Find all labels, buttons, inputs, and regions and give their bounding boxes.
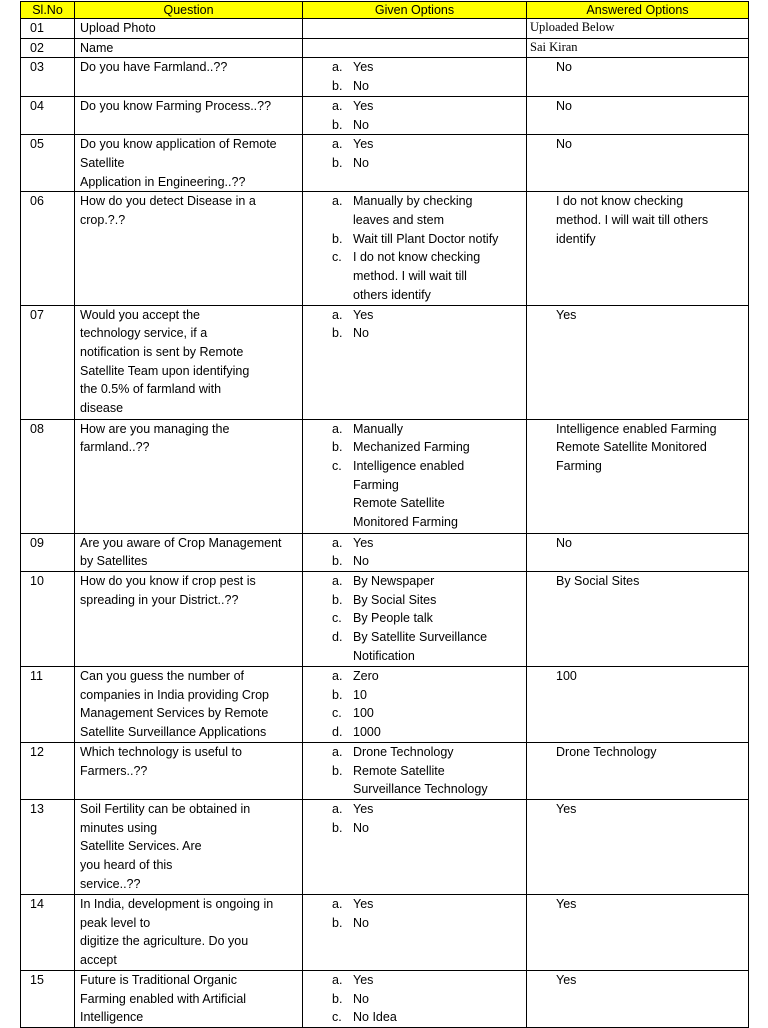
question-line: Intelligence: [80, 1010, 144, 1025]
question-line: Satellite: [80, 155, 125, 170]
question-line: How do you detect Disease in a: [80, 194, 256, 209]
option-marker: c.: [332, 1010, 342, 1025]
option-item: [332, 762, 526, 799]
option-text: Yes: [353, 802, 374, 817]
header-question: Question: [75, 2, 303, 19]
option-text: Yes: [353, 98, 374, 113]
option-item: [332, 1008, 526, 1027]
option-item: [332, 572, 526, 591]
given-options-cell: [303, 666, 527, 742]
given-options-cell: [303, 38, 527, 58]
option-text: Farming: [353, 477, 399, 492]
given-options-cell: [303, 96, 527, 134]
serial-number: 04: [21, 96, 75, 134]
option-list: [303, 572, 526, 666]
option-marker: a.: [332, 668, 343, 683]
option-marker: a.: [332, 98, 343, 113]
option-item: [332, 534, 526, 553]
question-line: Management Services by Remote: [80, 706, 269, 721]
table-row: [21, 58, 749, 96]
question-cell: [75, 19, 303, 39]
answered-option-cell: [527, 38, 749, 58]
option-marker: a.: [332, 535, 343, 550]
option-list: [303, 800, 526, 837]
given-options-cell: [303, 533, 527, 571]
option-text: Monitored Farming: [353, 515, 458, 530]
option-text: Yes: [353, 897, 374, 912]
option-marker: b.: [332, 326, 343, 341]
answered-option-cell: [527, 96, 749, 134]
option-marker: a.: [332, 744, 343, 759]
answered-option-cell: [527, 895, 749, 971]
serial-number: 11: [21, 666, 75, 742]
table-row: [21, 19, 749, 39]
question-cell: [75, 192, 303, 305]
option-list: [303, 971, 526, 1027]
header-row: [21, 2, 749, 19]
question-line: Can you guess the number of: [80, 668, 244, 683]
answered-option-cell: [527, 305, 749, 419]
question-line: disease: [80, 401, 124, 416]
option-item: [332, 743, 526, 762]
option-marker: b.: [332, 440, 343, 455]
question-line: digitize the agriculture. Do you: [80, 934, 249, 949]
header-slno: Sl.No: [21, 2, 75, 19]
serial-number: 13: [21, 800, 75, 895]
option-marker: c.: [332, 458, 342, 473]
question-line: How do you know if crop pest is: [80, 573, 256, 588]
option-text: No: [353, 915, 369, 930]
answer-line: No: [556, 535, 572, 550]
answer-line: Remote Satellite Monitored: [556, 440, 707, 455]
option-list: [303, 534, 526, 571]
answer-line: Yes: [556, 973, 577, 988]
option-marker: b.: [332, 79, 343, 94]
option-list: [303, 135, 526, 172]
answer-line: 100: [556, 668, 577, 683]
option-item: [332, 971, 526, 990]
option-marker: b.: [332, 915, 343, 930]
option-marker: c.: [332, 706, 342, 721]
answered-option-cell: [527, 571, 749, 666]
option-item: [332, 552, 526, 571]
question-line: technology service, if a: [80, 326, 208, 341]
option-text: No: [353, 79, 369, 94]
option-text: Yes: [353, 307, 374, 322]
serial-number: 12: [21, 742, 75, 799]
given-options-cell: [303, 800, 527, 895]
option-item: [332, 819, 526, 838]
option-marker: a.: [332, 573, 343, 588]
question-line: Do you have Farmland..??: [80, 60, 228, 75]
option-text: No: [353, 155, 369, 170]
option-text: No: [353, 820, 369, 835]
answer-line: method. I will wait till others: [556, 213, 709, 228]
option-marker: a.: [332, 973, 343, 988]
question-line: How are you managing the: [80, 421, 230, 436]
survey-table: [20, 1, 749, 1028]
option-text: No: [353, 554, 369, 569]
option-text: Mechanized Farming: [353, 440, 470, 455]
table-row: [21, 38, 749, 58]
option-marker: b.: [332, 554, 343, 569]
question-line: Do you know application of Remote: [80, 137, 277, 152]
question-line: Application in Engineering..??: [80, 174, 246, 189]
table-row: [21, 571, 749, 666]
serial-number: 08: [21, 419, 75, 533]
option-item: [332, 704, 526, 723]
option-list: [303, 192, 526, 304]
answer-line: No: [556, 137, 572, 152]
option-marker: d.: [332, 725, 343, 740]
answered-option-cell: [527, 58, 749, 96]
option-item: [332, 591, 526, 610]
option-item: [332, 154, 526, 173]
question-cell: [75, 571, 303, 666]
serial-number: 14: [21, 895, 75, 971]
option-text: No Idea: [353, 1010, 397, 1025]
question-line: service..??: [80, 876, 141, 891]
option-item: [332, 230, 526, 249]
option-text: No: [353, 326, 369, 341]
option-item: [332, 457, 526, 532]
header-answered-options: Answered Options: [527, 2, 749, 19]
given-options-cell: [303, 971, 527, 1028]
option-list: [303, 97, 526, 134]
option-item: [332, 192, 526, 229]
option-text: Notification: [353, 648, 415, 663]
given-options-cell: [303, 305, 527, 419]
serial-number: 15: [21, 971, 75, 1028]
table-row: [21, 895, 749, 971]
option-marker: a.: [332, 421, 343, 436]
question-line: Upload Photo: [80, 21, 156, 35]
option-text: Yes: [353, 535, 374, 550]
question-line: the 0.5% of farmland with: [80, 382, 222, 397]
option-marker: b.: [332, 117, 343, 132]
option-marker: a.: [332, 897, 343, 912]
table-row: [21, 192, 749, 305]
option-text: No: [353, 117, 369, 132]
option-text: Yes: [353, 973, 374, 988]
option-text: 1000: [353, 725, 381, 740]
answer-line: identify: [556, 231, 596, 246]
answer-line: By Social Sites: [556, 573, 640, 588]
given-options-cell: [303, 19, 527, 39]
option-text: Remote Satellite: [353, 496, 445, 511]
serial-number: 10: [21, 571, 75, 666]
option-item: [332, 628, 526, 665]
option-text: method. I will wait till: [353, 269, 467, 284]
table-row: [21, 305, 749, 419]
answer-line: Drone Technology: [556, 744, 657, 759]
question-cell: [75, 96, 303, 134]
option-marker: b.: [332, 763, 343, 778]
option-text: 10: [353, 687, 367, 702]
given-options-cell: [303, 135, 527, 192]
answered-option-cell: [527, 533, 749, 571]
question-line: Satellite Services. Are: [80, 839, 202, 854]
option-item: [332, 438, 526, 457]
question-cell: [75, 971, 303, 1028]
given-options-cell: [303, 895, 527, 971]
question-line: Are you aware of Crop Management: [80, 535, 282, 550]
answered-option-cell: [527, 135, 749, 192]
option-item: [332, 306, 526, 325]
option-marker: a.: [332, 802, 343, 817]
serial-number: 01: [21, 19, 75, 39]
given-options-cell: [303, 419, 527, 533]
question-line: Satellite Team upon identifying: [80, 363, 250, 378]
table-row: [21, 742, 749, 799]
question-line: Satellite Surveillance Applications: [80, 725, 267, 740]
question-line: Farmers..??: [80, 763, 148, 778]
option-item: [332, 97, 526, 116]
question-line: notification is sent by Remote: [80, 344, 244, 359]
given-options-cell: [303, 742, 527, 799]
question-cell: [75, 742, 303, 799]
option-list: [303, 58, 526, 95]
option-item: [332, 723, 526, 742]
option-marker: c.: [332, 611, 342, 626]
answered-option-cell: [527, 666, 749, 742]
answer-line: Farming: [556, 458, 602, 473]
answered-option-cell: [527, 419, 749, 533]
question-line: Future is Traditional Organic: [80, 973, 238, 988]
option-list: [303, 895, 526, 932]
answer-line: Yes: [556, 802, 577, 817]
question-cell: [75, 419, 303, 533]
option-marker: b.: [332, 592, 343, 607]
option-text: Manually by checking: [353, 194, 473, 209]
serial-number: 09: [21, 533, 75, 571]
serial-number: 03: [21, 58, 75, 96]
question-line: peak level to: [80, 915, 151, 930]
option-marker: b.: [332, 155, 343, 170]
question-cell: [75, 800, 303, 895]
answer-line: Yes: [556, 897, 577, 912]
table-row: [21, 533, 749, 571]
question-line: minutes using: [80, 820, 158, 835]
option-text: By Social Sites: [353, 592, 437, 607]
question-line: by Satellites: [80, 554, 148, 569]
question-line: farmland..??: [80, 440, 150, 455]
question-line: Do you know Farming Process..??: [80, 98, 272, 113]
option-marker: d.: [332, 630, 343, 645]
answer-line: Intelligence enabled Farming: [556, 421, 717, 436]
option-text: By People talk: [353, 611, 433, 626]
answer-line: No: [556, 60, 572, 75]
serial-number: 02: [21, 38, 75, 58]
option-marker: a.: [332, 137, 343, 152]
question-line: spreading in your District..??: [80, 592, 239, 607]
table-row: [21, 971, 749, 1028]
question-line: Farming enabled with Artificial: [80, 991, 247, 1006]
given-options-cell: [303, 58, 527, 96]
answer-line: Yes: [556, 307, 577, 322]
serial-number: 06: [21, 192, 75, 305]
answered-option-cell: [527, 19, 749, 39]
option-marker: a.: [332, 194, 343, 209]
table-row: [21, 800, 749, 895]
option-text: Yes: [353, 60, 374, 75]
option-text: Zero: [353, 668, 379, 683]
given-options-cell: [303, 192, 527, 305]
option-text: Manually: [353, 421, 404, 436]
option-item: [332, 116, 526, 135]
option-item: [332, 77, 526, 96]
option-list: [303, 420, 526, 532]
option-marker: a.: [332, 307, 343, 322]
option-text: leaves and stem: [353, 213, 445, 228]
table-row: [21, 135, 749, 192]
option-item: [332, 800, 526, 819]
option-marker: a.: [332, 60, 343, 75]
question-cell: [75, 38, 303, 58]
question-cell: [75, 666, 303, 742]
option-text: No: [353, 991, 369, 1006]
answered-option-cell: [527, 971, 749, 1028]
table-row: [21, 96, 749, 134]
option-item: [332, 324, 526, 343]
option-text: Intelligence enabled: [353, 458, 465, 473]
option-item: [332, 686, 526, 705]
question-line: Which technology is useful to: [80, 744, 242, 759]
question-cell: [75, 135, 303, 192]
option-text: Drone Technology: [353, 744, 454, 759]
option-item: [332, 990, 526, 1009]
table-row: [21, 419, 749, 533]
option-text: Surveillance Technology: [353, 782, 488, 797]
table-row: [21, 666, 749, 742]
question-line: accept: [80, 953, 117, 968]
question-cell: [75, 58, 303, 96]
option-item: [332, 609, 526, 628]
option-item: [332, 914, 526, 933]
option-item: [332, 135, 526, 154]
question-cell: [75, 305, 303, 419]
option-marker: b.: [332, 687, 343, 702]
option-marker: b.: [332, 231, 343, 246]
answered-option-cell: [527, 192, 749, 305]
option-text: Wait till Plant Doctor notify: [353, 231, 499, 246]
answered-option-cell: [527, 742, 749, 799]
question-cell: [75, 533, 303, 571]
question-line: Name: [80, 40, 114, 55]
option-marker: b.: [332, 820, 343, 835]
option-list: [303, 743, 526, 799]
option-item: [332, 420, 526, 439]
question-line: Soil Fertility can be obtained in: [80, 802, 251, 817]
option-marker: c.: [332, 250, 342, 265]
option-item: [332, 667, 526, 686]
option-list: [303, 306, 526, 343]
given-options-cell: [303, 571, 527, 666]
question-line: companies in India providing Crop: [80, 687, 269, 702]
option-item: [332, 248, 526, 304]
option-text: 100: [353, 706, 374, 721]
option-item: [332, 58, 526, 77]
serial-number: 05: [21, 135, 75, 192]
question-line: crop.?.?: [80, 213, 126, 228]
option-text: others identify: [353, 287, 431, 302]
option-item: [332, 895, 526, 914]
question-line: Would you accept the: [80, 307, 200, 322]
serial-number: 07: [21, 305, 75, 419]
header-given-options: Given Options: [303, 2, 527, 19]
option-list: [303, 667, 526, 742]
option-text: By Newspaper: [353, 573, 435, 588]
answer-line: Sai Kiran: [530, 39, 578, 54]
answer-line: Uploaded Below: [530, 20, 615, 34]
question-cell: [75, 895, 303, 971]
answered-option-cell: [527, 800, 749, 895]
option-text: Yes: [353, 137, 374, 152]
option-text: Remote Satellite: [353, 763, 445, 778]
question-line: you heard of this: [80, 858, 173, 873]
option-text: I do not know checking: [353, 250, 481, 265]
option-marker: b.: [332, 991, 343, 1006]
option-text: By Satellite Surveillance: [353, 630, 488, 645]
answer-line: I do not know checking: [556, 194, 684, 209]
answer-line: No: [556, 98, 572, 113]
question-line: In India, development is ongoing in: [80, 897, 274, 912]
